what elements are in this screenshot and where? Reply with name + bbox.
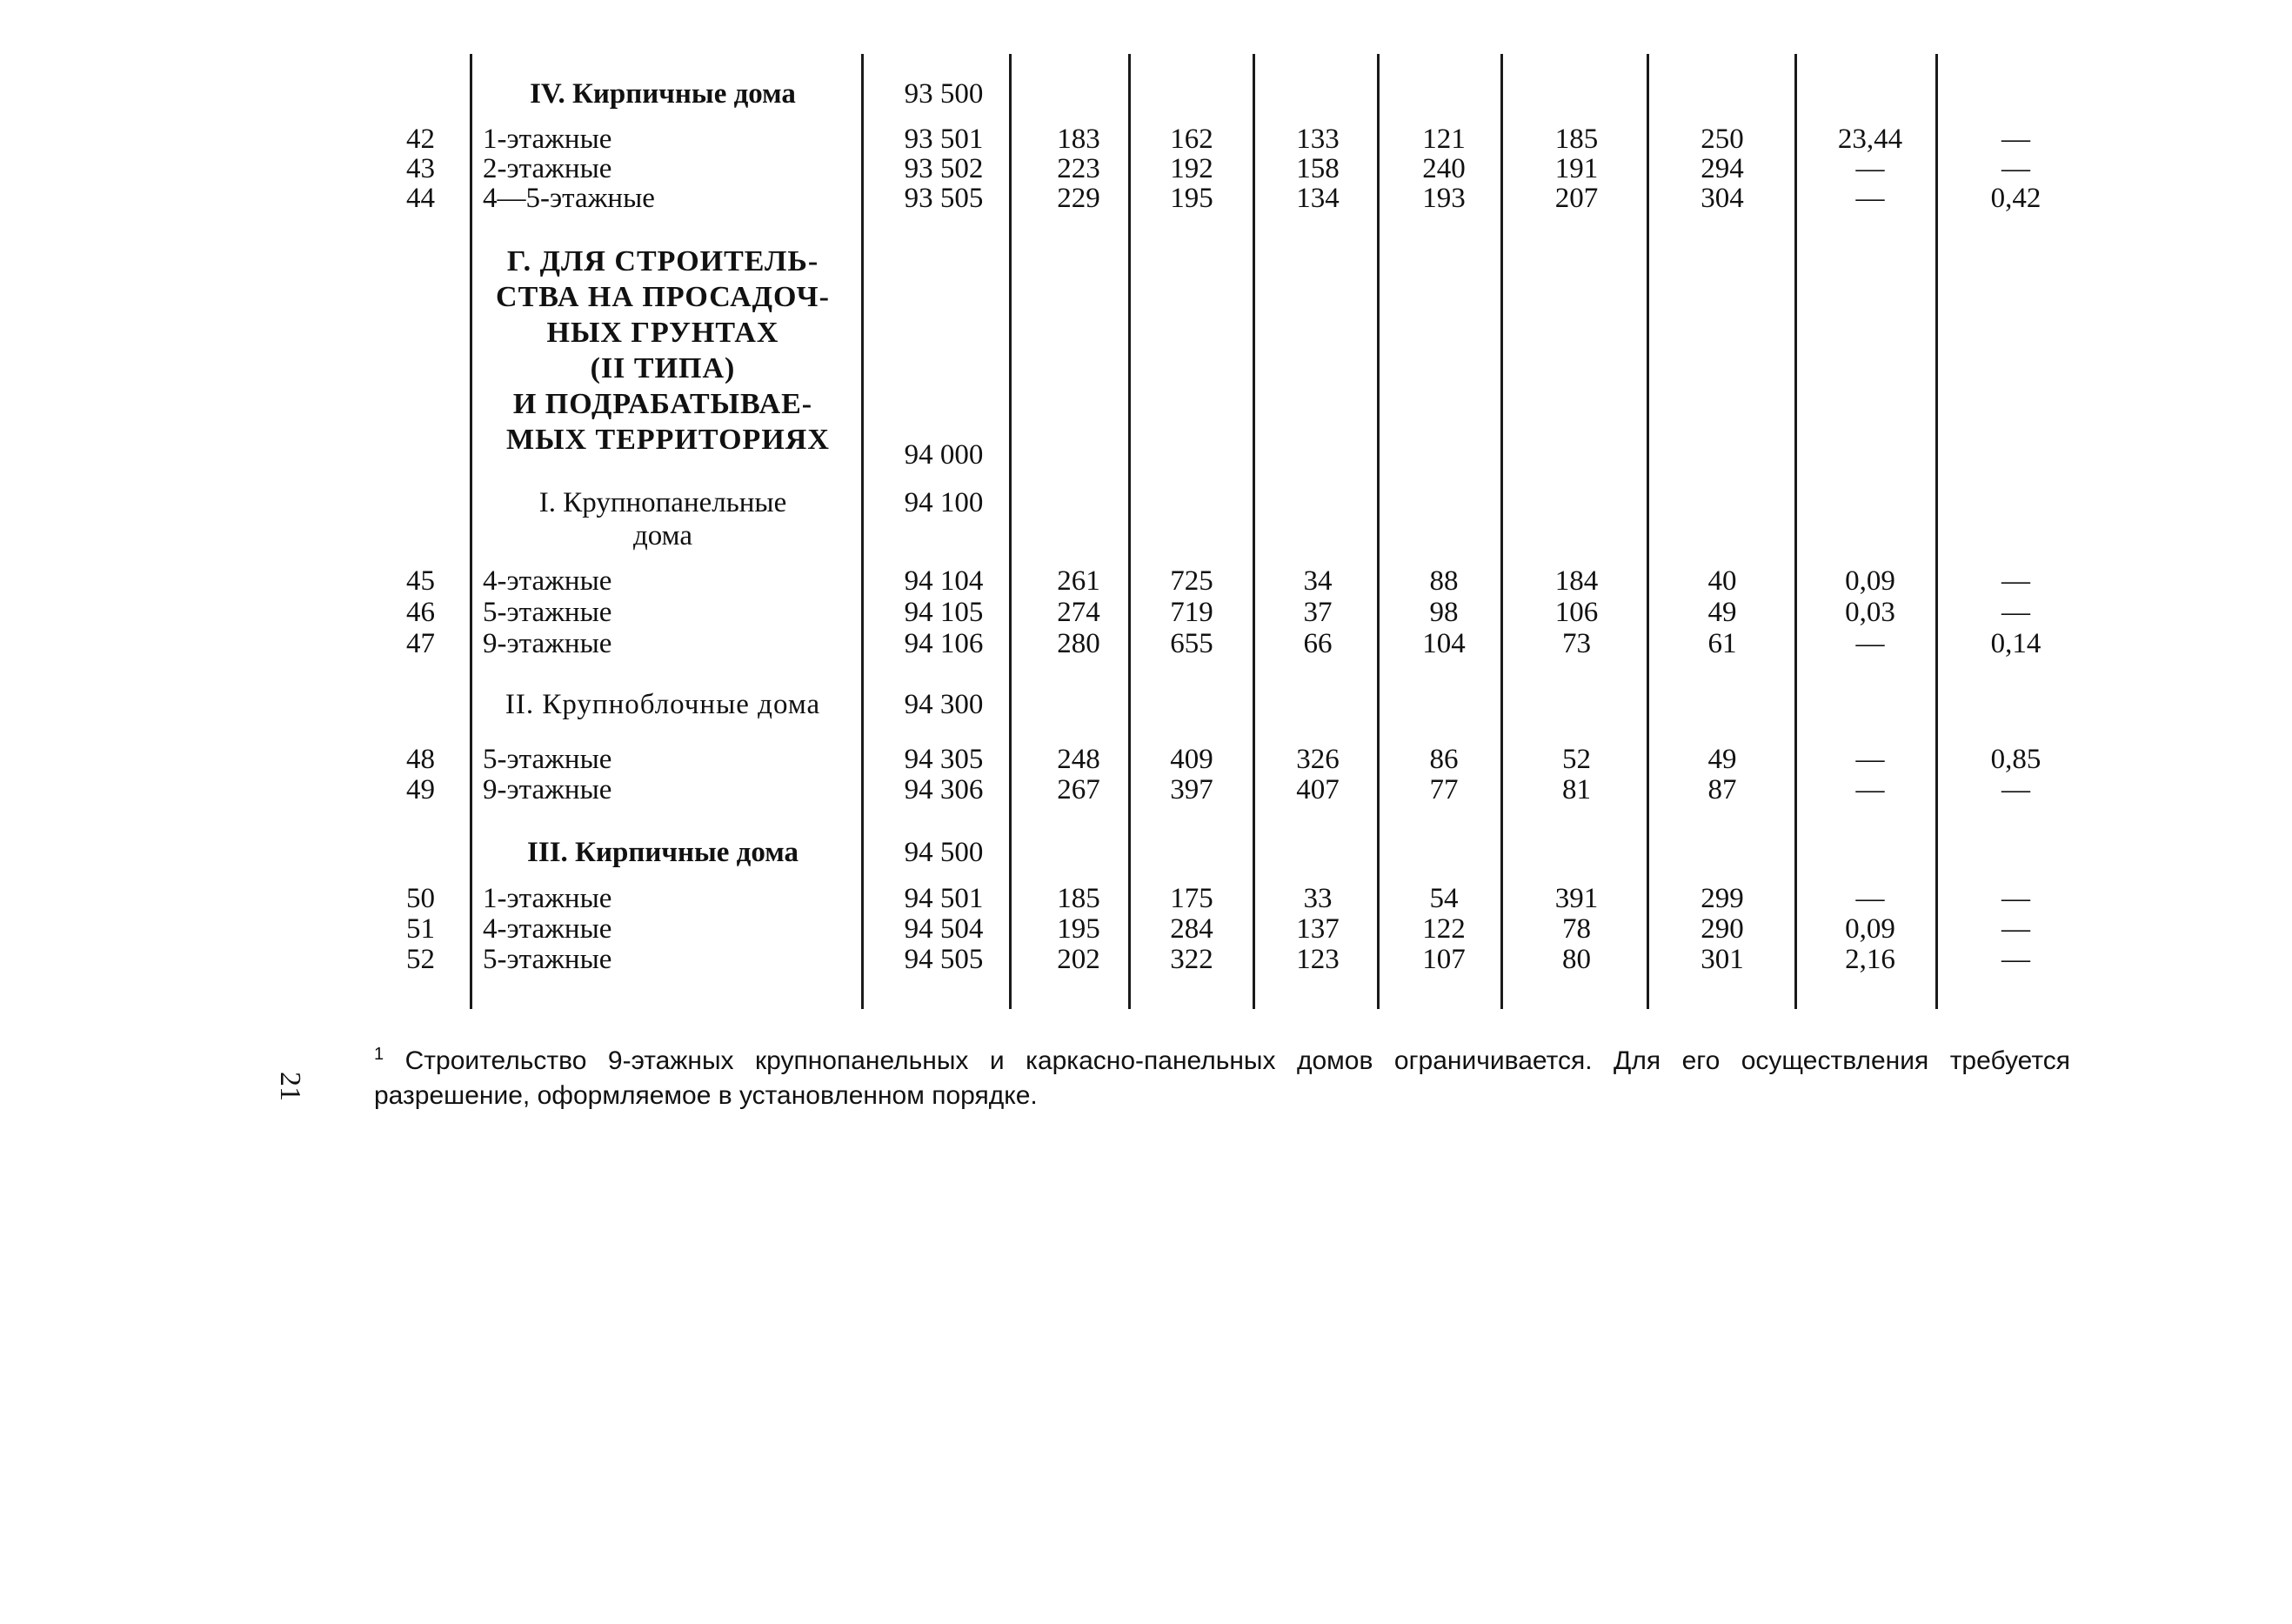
- cell: 191: [1554, 153, 1599, 184]
- row-code: 93 505: [904, 183, 984, 214]
- cell: —: [1855, 883, 1885, 914]
- row-code: 94 505: [904, 944, 984, 975]
- section-title: I. Крупнопанельные: [538, 487, 787, 518]
- row-code: 94 104: [904, 565, 984, 597]
- cell: —: [2001, 565, 2030, 597]
- cell: 719: [1170, 597, 1213, 628]
- row-name: 4-этажные: [483, 913, 612, 945]
- cell: 301: [1701, 944, 1744, 975]
- cell: —: [2001, 153, 2030, 184]
- table-row: [0, 913, 2292, 945]
- cell: 409: [1170, 744, 1213, 775]
- cell: 175: [1170, 883, 1213, 914]
- cell: 77: [1429, 774, 1459, 805]
- cell: 261: [1057, 565, 1100, 597]
- row-name: 5-этажные: [483, 597, 612, 628]
- row-name: 4-этажные: [483, 565, 612, 597]
- cell: —: [1855, 628, 1885, 659]
- section-g-line: И ПОДРАБАТЫВАЕ-: [512, 388, 813, 420]
- cell: —: [2001, 774, 2030, 805]
- footnote-text: Строительство 9-этажных крупнопанельных и каркасно-панельных домов ограничивается. Для его осуществления требуется разрешение, оформляемое в установленном порядке.: [374, 1046, 2070, 1110]
- row-name: 5-этажные: [483, 944, 612, 975]
- cell: 107: [1422, 944, 1466, 975]
- cell: 158: [1296, 153, 1340, 184]
- section-g-line: НЫХ ГРУНТАХ: [546, 317, 779, 349]
- cell: 98: [1429, 597, 1459, 628]
- row-code: 94 106: [904, 628, 984, 659]
- cell: 0,03: [1845, 597, 1895, 628]
- section-header-row: [0, 837, 2292, 868]
- section-g-line: СТВА НА ПРОСАДОЧ-: [496, 281, 830, 313]
- section-title: III. Кирпичные дома: [527, 837, 799, 868]
- cell: 223: [1057, 153, 1100, 184]
- table-row: [0, 597, 2292, 628]
- section-header-row: [0, 689, 2292, 720]
- section-header-row: [0, 439, 2292, 471]
- row-code: 94 504: [904, 913, 984, 945]
- cell: —: [1855, 183, 1885, 214]
- cell: 137: [1296, 913, 1340, 945]
- cell: 52: [1562, 744, 1591, 775]
- row-number: 48: [406, 744, 435, 775]
- cell: —: [2001, 883, 2030, 914]
- cell: 66: [1303, 628, 1333, 659]
- cell: 284: [1170, 913, 1213, 945]
- cell: 185: [1057, 883, 1100, 914]
- section-title: II. Крупноблочные дома: [505, 689, 821, 720]
- page-number: 21: [274, 1072, 306, 1101]
- section-header-row: [0, 520, 2292, 551]
- row-number: 44: [406, 183, 435, 214]
- cell: 290: [1701, 913, 1744, 945]
- table-row: [0, 183, 2292, 214]
- cell: 240: [1422, 153, 1466, 184]
- section-header-row: [0, 78, 2292, 110]
- cell: 326: [1296, 744, 1340, 775]
- section-header-row: [0, 487, 2292, 518]
- cell: 280: [1057, 628, 1100, 659]
- row-code: 94 105: [904, 597, 984, 628]
- row-number: 47: [406, 628, 435, 659]
- row-number: 52: [406, 944, 435, 975]
- cell: 185: [1554, 124, 1599, 155]
- table-row: [0, 628, 2292, 659]
- section-code: 94 000: [904, 439, 984, 471]
- cell: 49: [1707, 597, 1737, 628]
- table-row: [0, 944, 2292, 975]
- cell: 87: [1707, 774, 1737, 805]
- section-g-line: (II ТИПА): [590, 352, 736, 384]
- cell: —: [1855, 744, 1885, 775]
- cell: 0,85: [1990, 744, 2041, 775]
- cell: 121: [1422, 124, 1466, 155]
- cell: 80: [1562, 944, 1591, 975]
- cell: —: [2001, 913, 2030, 945]
- cell: 183: [1057, 124, 1100, 155]
- cell: 54: [1429, 883, 1459, 914]
- cell: 655: [1170, 628, 1213, 659]
- cell: 391: [1554, 883, 1599, 914]
- cell: 40: [1707, 565, 1737, 597]
- cell: 322: [1170, 944, 1213, 975]
- row-number: 42: [406, 124, 435, 155]
- cell: 195: [1057, 913, 1100, 945]
- section-code: 94 100: [904, 487, 984, 518]
- cell: 0,09: [1845, 565, 1895, 597]
- cell: 725: [1170, 565, 1213, 597]
- cell: 78: [1562, 913, 1591, 945]
- row-number: 46: [406, 597, 435, 628]
- row-number: 45: [406, 565, 435, 597]
- cell: —: [1855, 774, 1885, 805]
- footnote: [374, 1037, 2070, 1113]
- row-name: 9-этажные: [483, 628, 612, 659]
- section-g-title: [480, 244, 845, 458]
- cell: 274: [1057, 597, 1100, 628]
- cell: —: [2001, 944, 2030, 975]
- row-number: 50: [406, 883, 435, 914]
- row-name: 9-этажные: [483, 774, 612, 805]
- row-name: 2-этажные: [483, 153, 612, 184]
- cell: 250: [1701, 124, 1744, 155]
- cell: 0,42: [1990, 183, 2041, 214]
- table-row: [0, 774, 2292, 805]
- cell: 267: [1057, 774, 1100, 805]
- cell: 162: [1170, 124, 1213, 155]
- row-number: 51: [406, 913, 435, 945]
- cell: 248: [1057, 744, 1100, 775]
- row-name: 4—5-этажные: [483, 183, 655, 214]
- cell: 123: [1296, 944, 1340, 975]
- table-row: [0, 124, 2292, 155]
- row-name: 1-этажные: [483, 124, 612, 155]
- cell: 229: [1057, 183, 1100, 214]
- cell: 61: [1707, 628, 1737, 659]
- section-code: 94 300: [904, 689, 984, 720]
- cell: 304: [1701, 183, 1744, 214]
- cell: 192: [1170, 153, 1213, 184]
- cell: 134: [1296, 183, 1340, 214]
- cell: —: [2001, 124, 2030, 155]
- table-row: [0, 153, 2292, 184]
- cell: 23,44: [1837, 124, 1903, 155]
- cell: 106: [1554, 597, 1599, 628]
- cell: 207: [1554, 183, 1599, 214]
- cell: 49: [1707, 744, 1737, 775]
- cell: 397: [1170, 774, 1213, 805]
- cell: 86: [1429, 744, 1459, 775]
- cell: 184: [1554, 565, 1599, 597]
- row-code: 94 501: [904, 883, 984, 914]
- table-row: [0, 744, 2292, 775]
- cell: —: [2001, 597, 2030, 628]
- cell: 407: [1296, 774, 1340, 805]
- cell: 299: [1701, 883, 1744, 914]
- cell: 104: [1422, 628, 1466, 659]
- footnote-mark: 1: [374, 1045, 384, 1064]
- cell: 0,09: [1845, 913, 1895, 945]
- row-name: 1-этажные: [483, 883, 612, 914]
- row-number: 43: [406, 153, 435, 184]
- section-code: 93 500: [904, 78, 984, 110]
- table-row: [0, 883, 2292, 914]
- section-title: дома: [633, 520, 692, 551]
- row-name: 5-этажные: [483, 744, 612, 775]
- row-code: 94 305: [904, 744, 984, 775]
- section-g-line: МЫХ ТЕРРИТОРИЯХ: [506, 424, 830, 456]
- cell: 195: [1170, 183, 1213, 214]
- cell: 133: [1296, 124, 1340, 155]
- section-code: 94 500: [904, 837, 984, 868]
- section-title: IV. Кирпичные дома: [530, 78, 796, 110]
- row-code: 93 502: [904, 153, 984, 184]
- cell: 33: [1303, 883, 1333, 914]
- table-row: [0, 565, 2292, 597]
- cell: 0,14: [1990, 628, 2041, 659]
- cell: 37: [1303, 597, 1333, 628]
- row-code: 94 306: [904, 774, 984, 805]
- cell: 294: [1701, 153, 1744, 184]
- cell: 34: [1303, 565, 1333, 597]
- row-code: 93 501: [904, 124, 984, 155]
- cell: 88: [1429, 565, 1459, 597]
- section-g-line: Г. ДЛЯ СТРОИТЕЛЬ-: [506, 245, 819, 277]
- cell: 2,16: [1845, 944, 1895, 975]
- cell: 73: [1562, 628, 1591, 659]
- row-number: 49: [406, 774, 435, 805]
- cell: 122: [1422, 913, 1466, 945]
- cell: —: [1855, 153, 1885, 184]
- cell: 81: [1562, 774, 1591, 805]
- cell: 193: [1422, 183, 1466, 214]
- cell: 202: [1057, 944, 1100, 975]
